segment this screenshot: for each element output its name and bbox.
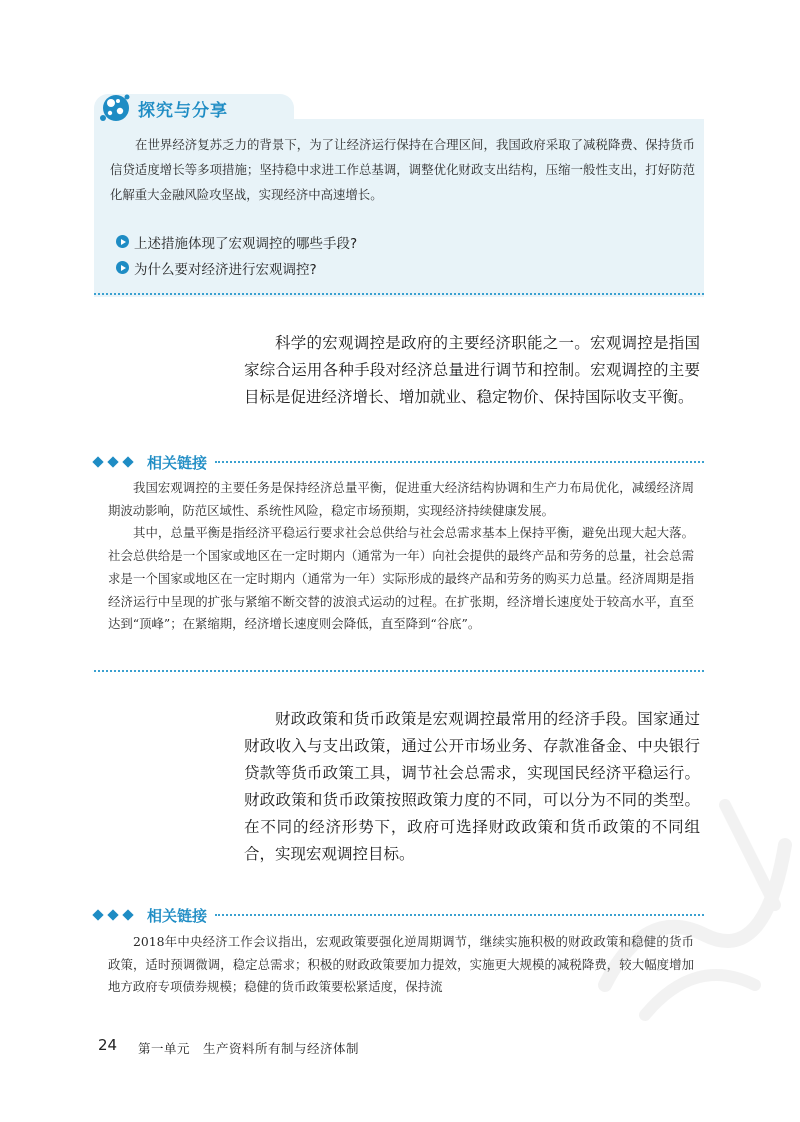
related-link-body (108, 477, 694, 636)
diamond-icon (92, 909, 103, 920)
divider (215, 461, 704, 463)
diamond-icon (107, 456, 118, 467)
main-paragraph: 财政政策和货币政策是宏观调控最常用的经济手段。国家通过财政收入与支出政策，通过公开市场业务、存款准备金、中央银行贷款等货币政策工具，调节社会总需求，实现国民经济平稳运行。财政政策和货币政策按照政策力度的不同，可以分为不同的类型。在不同的经济形势下，政府可选择财政政策和货币政策的不同组合，实现宏观调控目标。 (244, 710, 700, 863)
explore-bubbles-icon (98, 92, 132, 124)
diamond-icon (92, 456, 103, 467)
related-link-title: 相关链接 (147, 453, 208, 472)
question-bullet-icon (116, 235, 129, 248)
divider (94, 293, 704, 295)
divider (94, 670, 704, 672)
watermark-icon (585, 785, 800, 1035)
main-paragraph: 科学的宏观调控是政府的主要经济职能之一。宏观调控是指国家综合运用各种手段对经济总量进行调节和控制。宏观调控的主要目标是促进经济增长、增加就业、稳定物价、保持国际收支平衡。 (244, 334, 700, 406)
question-item: 为什么要对经济进行宏观调控? (134, 262, 317, 278)
related-link-paragraph: 其中，总量平衡是指经济平稳运行要求社会总供给与社会总需求基本上保持平衡，避免出现大起大落。社会总供给是一个国家或地区在一定时期内（通常为一年）向社会提供的最终产品和劳务的总量，社会总需求是一个国家或地区在一定时期内（通常为一年）实际形成的最终产品和劳务的购买力总量。经济周期是指经济运行中呈现的扩张与紧缩不断交替的波浪式运动的过程。在扩张期，经济增长速度处于较高水平，直至达到“顶峰”；在紧缩期，经济增长速度则会降低，直至降到“谷底”。 (108, 525, 694, 632)
related-link-header (94, 452, 704, 472)
diamond-icon (107, 909, 118, 920)
question-item: 上述措施体现了宏观调控的哪些手段? (134, 236, 358, 252)
diamond-icon (122, 909, 133, 920)
diamond-icon (122, 456, 133, 467)
running-footer: 第一单元 生产资料所有制与经济体制 (138, 1041, 360, 1056)
question-bullet-icon (116, 261, 129, 274)
page-number: 24 (98, 1036, 118, 1054)
related-link-paragraph: 我国宏观调控的主要任务是保持经济总量平衡，促进重大经济结构协调和生产力布局优化，减缓经济周期波动影响，防范区域性、系统性风险，稳定市场预期，实现经济持续健康发展。 (108, 480, 694, 518)
explore-share-title: 探究与分享 (138, 101, 228, 121)
related-link-title: 相关链接 (147, 906, 208, 925)
related-link-paragraph: 2018年中央经济工作会议指出，宏观政策要强化逆周期调节，继续实施积极的财政政策和稳健的货币政策，适时预调微调，稳定总需求；积极的财政政策要加力提效，实施更大规模的减税降费，较大幅度增加地方政府专项债券规模；稳健的货币政策要松紧适度，保持流 (108, 934, 694, 995)
explore-share-body: 在世界经济复苏乏力的背景下，为了让经济运行保持在合理区间，我国政府采取了减税降费、保持货币信贷适度增长等多项措施；坚持稳中求进工作总基调，调整优化财政支出结构，压缩一般性支出，打好防范化解重大金融风险攻坚战，实现经济中高速增长。 (110, 137, 695, 202)
